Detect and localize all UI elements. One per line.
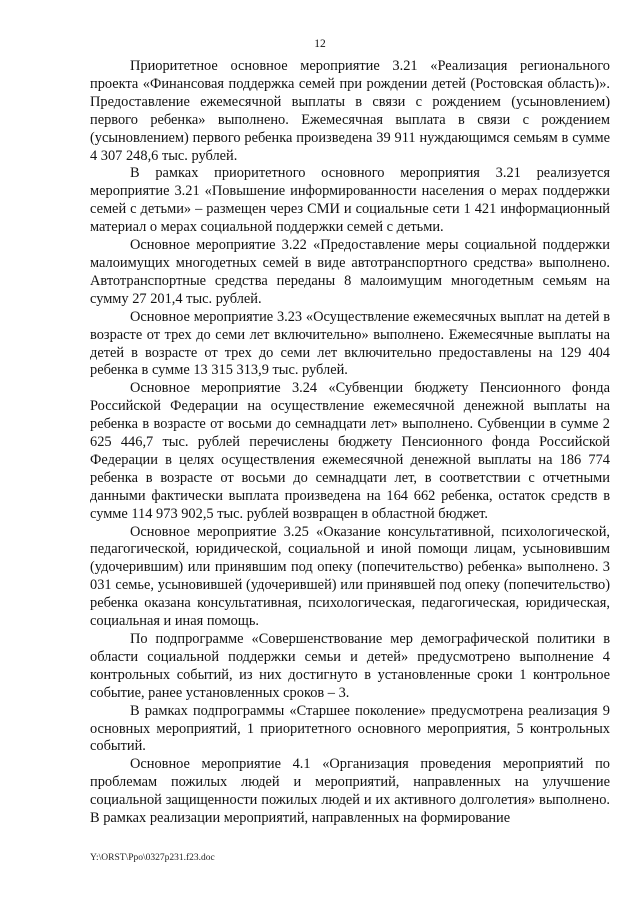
footer-file-path: Y:\ORST\Ppo\0327p231.f23.doc: [90, 853, 215, 863]
document-body: [90, 58, 610, 828]
paragraph-3-21-financial-support: Приоритетное основное мероприятие 3.21 «Реализация регионального проекта «Финансовая поддержка семей при рождении детей (Ростовская область)». Предоставление ежемесячной выплаты в связи с рождением (усыновлением) первого ребенка» выполнено. Ежемесячная выплата в связи с рождением (усыновлением) первого ребенка произведена 39 911 нуждающимся семьям в сумме 4 307 248,6 тыс. рублей.: [90, 58, 610, 164]
paragraph-older-generation-subprogram: В рамках подпрограммы «Старшее поколение» предусмотрена реализация 9 основных мероприятий, 1 приоритетного основного мероприятия, 5 контрольных событий.: [90, 702, 610, 755]
paragraph-3-25-consulting-help: Основное мероприятие 3.25 «Оказание консультативной, психологической, педагогической, юридической, социальной и иной помощи лицам, усыновившим (удочерившим) или принявшим под опеку (попечительство) ребенка» выполнено. 3 031 семье, усыновившей (удочерившей) или принявшей под опеку (попечительство) ребенка оказана консультативная, психологическая, педагогическая, юридическая, социальная и иная помощь.: [90, 523, 610, 630]
paragraph-4-1-elderly-events: Основное мероприятие 4.1 «Организация проведения мероприятий по проблемам пожилых людей и мероприятий, направленных на улучшение социальной защищенности пожилых людей и их активного долголетия» выполнено. В рамках реализации мероприятий, направленных на формирование: [90, 756, 610, 827]
paragraph-demographic-subprogram: По подпрограмме «Совершенствование мер демографической политики в области социальной поддержки семьи и детей» предусмотрено выполнение 4 контрольных событий, из них достигнуто в установленные сроки 1 контрольное событие, ранее установленных сроков – 3.: [90, 631, 610, 701]
paragraph-3-23-monthly-payments: Основное мероприятие 3.23 «Осуществление ежемесячных выплат на детей в возрасте от трех до семи лет включительно» выполнено. Ежемесячные выплаты на детей в возрасте от трех до семи лет включительно предоставлены на 129 404 ребенка в сумме 13 315 313,9 тыс. рублей.: [90, 308, 610, 379]
page-number: 12: [314, 38, 326, 50]
paragraph-3-21-awareness: В рамках приоритетного основного мероприятия 3.21 реализуется мероприятие 3.21 «Повышение информированности населения о мерах поддержки семей с детьми» – размещен через СМИ и социальные сети 1 421 информационный материал о мерах социальной поддержки семей с детьми.: [90, 165, 610, 236]
paragraph-3-24-pension-fund-subventions: Основное мероприятие 3.24 «Субвенции бюджету Пенсионного фонда Российской Федерации на осуществление ежемесячной денежной выплаты на ребенка в возрасте от восьми до семнадцати лет» выполнено. Субвенции в сумме 2 625 446,7 тыс. рублей перечислены бюджету Пенсионного фонда Российской Федерации в целях осуществления ежемесячной денежной выплаты на 186 774 ребенка в возрасте от восьми до семнадцати лет, в соответствии с отчетными данными фактически выплата произведена на 164 662 ребенка, остаток средств в сумме 114 973 902,5 тыс. рублей возвращен в областной бюджет.: [90, 380, 610, 522]
paragraph-3-22-vehicles: Основное мероприятие 3.22 «Предоставление меры социальной поддержки малоимущих многодетных семей в виде автотранспортного средства» выполнено. Автотранспортные средства переданы 8 малоимущим многодетным семьям на сумму 27 201,4 тыс. рублей.: [90, 237, 610, 307]
